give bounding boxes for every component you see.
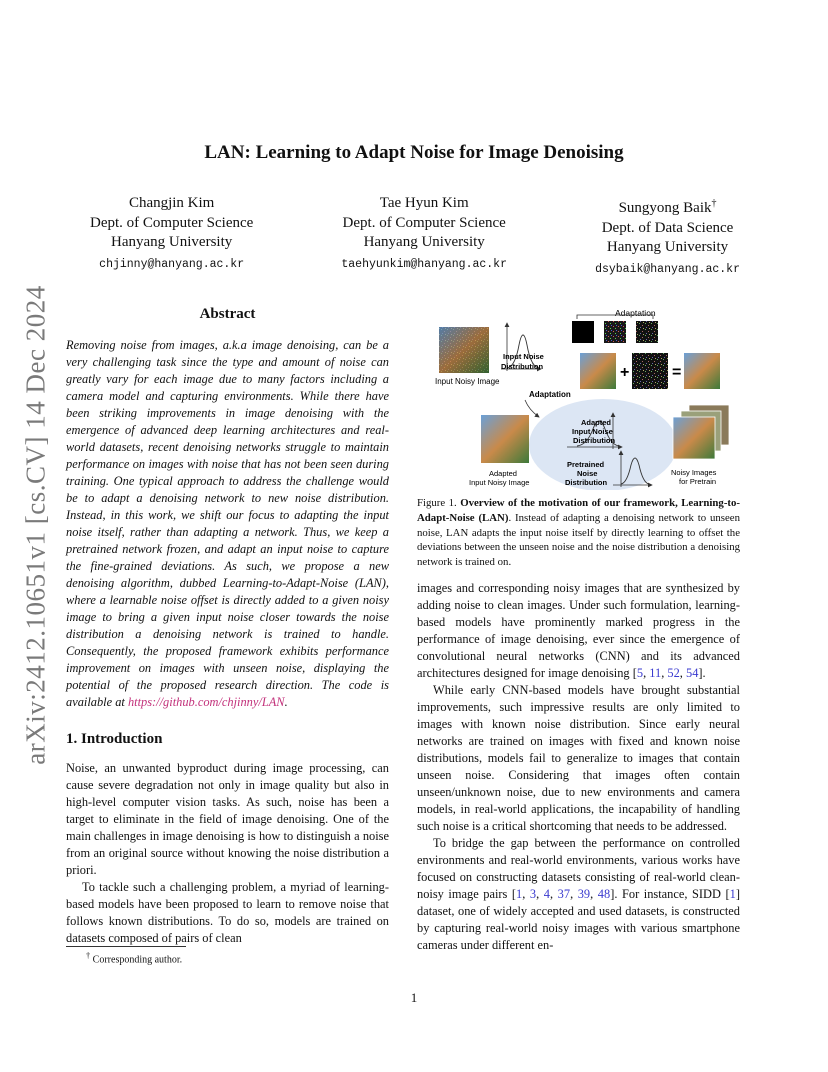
p3-text-a: To bridge the gap between the performance on controlled environments and real-world environments, various works have focused on constructing datasets consisting of real-world clean-noisy image pairs [ (417, 835, 740, 901)
section-heading-introduction: 1. Introduction (66, 731, 163, 747)
author-2 (341, 194, 507, 279)
arxiv-identifier (16, 285, 56, 765)
abstract-text (66, 337, 389, 711)
citation[interactable]: 39 (577, 886, 591, 901)
right-paragraph-3: To bridge the gap between the performance on controlled environments and real-world environments, various works have focused on constructing datasets consisting of real-world clean-noisy image pairs [1, 3, 4, 37, 39, 48]. For instance, SIDD [1] dataset, one of widely accepted and used datasets, is constructed by capturing real-world noisy images with various smartphone cameras under different en- (417, 835, 740, 952)
author-dept: Dept. of Computer Science (90, 214, 254, 231)
right-paragraph-2: While early CNN-based models have brought substantial improvements, such impressive results are only limited to images with known noise distribution. Since early neural networks are trained on images with fixed and known noise distributions, models fail to generalize to images that contain unseen noise. Considering that images often contain unseen/unknown noise, due to new environments and camera models, in real-world applications, the incapability of handling such noise is a critical shortcoming that needs to be addressed. (417, 682, 740, 833)
author-email[interactable]: dsybaik@hanyang.ac.kr (595, 262, 740, 276)
noise-patch-3 (636, 321, 658, 343)
figure-1 (417, 305, 740, 490)
author-dept: Dept. of Computer Science (342, 214, 506, 231)
corresponding-mark: † (711, 198, 717, 209)
noisy-images-pretrain-label: Noisy Images for Pretrain (671, 468, 717, 486)
footnote (66, 946, 389, 965)
pretrained-noise-dist-label: Pretrained Noise Distribution (565, 460, 608, 487)
noise-patch-2 (604, 321, 626, 343)
adaptation-mid-label: Adaptation (529, 390, 571, 399)
abstract-body-text: Removing noise from images, a.k.a image denoising, can be a very challenging task since the type and amount of noise can greatly vary for each image due to many factors including a camera model and capturing environments. While there have been striking improvements in image denoising with the emergence of advanced deep learning architectures and real-world datasets, recent denoising networks struggle to maintain performance on images with noise that has not been seen during training. One typical approach to address the challenge would be to adapt a denoising network to new noise distribution. Instead, in this work, we shift our focus to adapting the input noise itself, rather than adapting a network. Thus, we keep a pretrained network frozen, and adapt an input noise to capture the fine-grained deviations. As such, we propose a new denoising algorithm, dubbed Learning-to-Adapt-Noise (LAN), where a learnable noise offset is directly added to a given noisy image to bring a given input noise closer towards the noise distribution a denoising network is trained to handle. Consequently, the proposed framework exhibits performance improvement on images with unseen noise, displaying the potential of the proposed research direction. The code is available at (66, 338, 389, 709)
adapted-input-noise-dist-label: Adapted Input Noise Distribution (572, 418, 616, 445)
footnote-rule (66, 946, 186, 947)
input-noise-overlay (439, 327, 489, 373)
author-dept: Dept. of Data Science (601, 219, 734, 236)
caption-rest: . Instead of adapting a denoising network to unseen noise, LAN adapts the input noise itself by directly learning to offset the deviations between the unseen noise and the noise distribution a denoising network is trained on. (417, 511, 740, 569)
adapted-input-noisy-image (481, 415, 529, 463)
input-noisy-image-label: Input Noisy Image (435, 377, 500, 386)
code-link[interactable]: https://github.com/chjinny/LAN (127, 695, 285, 709)
adaptation-top-label: Adaptation (615, 308, 656, 318)
footnote-text: Corresponding author. (92, 954, 183, 966)
abstract-heading: Abstract (199, 306, 256, 322)
author-block (90, 194, 740, 279)
caption-prefix: Figure 1. (417, 497, 461, 509)
page-number: 1 (410, 990, 418, 1005)
citation[interactable]: 1 (729, 886, 736, 901)
pretrain-image-stack-front (673, 417, 715, 459)
citation[interactable]: 52 (667, 665, 680, 680)
citation[interactable]: 48 (597, 886, 611, 901)
figure-1-diagram (417, 305, 740, 490)
citation[interactable]: 5 (636, 665, 644, 680)
equals-sign: = (672, 364, 682, 381)
p1-text-b: ]. (698, 665, 706, 680)
author-1 (90, 194, 253, 279)
adapted-input-noisy-image-label: Adapted Input Noisy Image (469, 469, 530, 487)
adaptation-arrow (525, 400, 539, 417)
noise-patch-1 (572, 321, 594, 343)
caption-bold: Overview of the motivation of our framework, Learning-to-Adapt-Noise (LAN) (417, 497, 741, 524)
author-3 (595, 194, 740, 279)
right-paragraph-1: images and corresponding noisy images that are synthesized by adding noise to clean images. Under such formulation, learning-based models have prominently marked progress in the performance of image denoising, ever since the emergence of convolutional neural networks (CNN) and its advanced architectures designed for image denoising [5, 11, 52, 54]. (417, 580, 740, 680)
author-univ: Hanyang University (111, 234, 233, 250)
arxiv-id-text: arXiv:2412.10651v1 [cs.CV] 14 Dec 2024 (20, 285, 51, 765)
author-univ: Hanyang University (363, 234, 485, 250)
intro-paragraph-1: Noise, an unwanted byproduct during image processing, can cause severe degradation not only in image quality but also in high-level computer vision tasks. As such, noise has been a target to eliminate in the field of image denoising. One of the main challenges in image denoising is how to distinguish a noise from an original source without knowing the noise distribution a priori. (66, 761, 389, 877)
p3-text-b: ]. For instance, SIDD [ (610, 886, 730, 901)
p1-text-a: images and corresponding noisy images that are synthesized by adding noise to clean images. Under such formulation, learning-based models have prominently marked progress in the performance of image denoising, ever since the emergence of convolutional neural networks (CNN) and its advanced architectures designed for image denoising [ (417, 580, 740, 680)
citation[interactable]: 3 (529, 886, 537, 901)
noise-offset (632, 353, 668, 389)
citation[interactable]: 11 (649, 665, 662, 680)
adapted-result-image (684, 353, 720, 389)
paper-title: LAN: Learning to Adapt Noise for Image Denoising (204, 142, 624, 163)
author-univ: Hanyang University (606, 239, 729, 255)
abstract-end: . (284, 695, 288, 709)
citation[interactable]: 1 (516, 886, 523, 901)
author-name: Sungyong Baik (618, 200, 712, 216)
right-column (417, 305, 740, 954)
footnote-mark: † (86, 951, 91, 960)
author-name: Changjin Kim (128, 195, 215, 211)
figure-1-caption (417, 496, 740, 570)
p3-text-c: ] dataset, one of widely accepted and used datasets, is constructed by capturing real-world noisy images with various smartphone cameras under different en- (417, 886, 740, 952)
intro-paragraph-2: To tackle such a challenging problem, a myriad of learning-based models have been proposed to learn to remove noise that follows known distributions. To do so, models are trained on datasets composed of pairs of clean (66, 880, 389, 945)
noisy-image-copy (580, 353, 616, 389)
citation[interactable]: 4 (543, 886, 550, 901)
citation[interactable]: 54 (686, 665, 699, 680)
plus-sign: + (620, 364, 630, 381)
author-name: Tae Hyun Kim (379, 195, 469, 211)
citation[interactable]: 37 (557, 886, 571, 901)
author-email[interactable]: taehyunkim@hanyang.ac.kr (341, 257, 507, 271)
author-email[interactable]: chjinny@hanyang.ac.kr (99, 257, 245, 271)
left-column (66, 306, 389, 947)
input-noise-dist-label: Input Noise Distribution (501, 352, 544, 371)
